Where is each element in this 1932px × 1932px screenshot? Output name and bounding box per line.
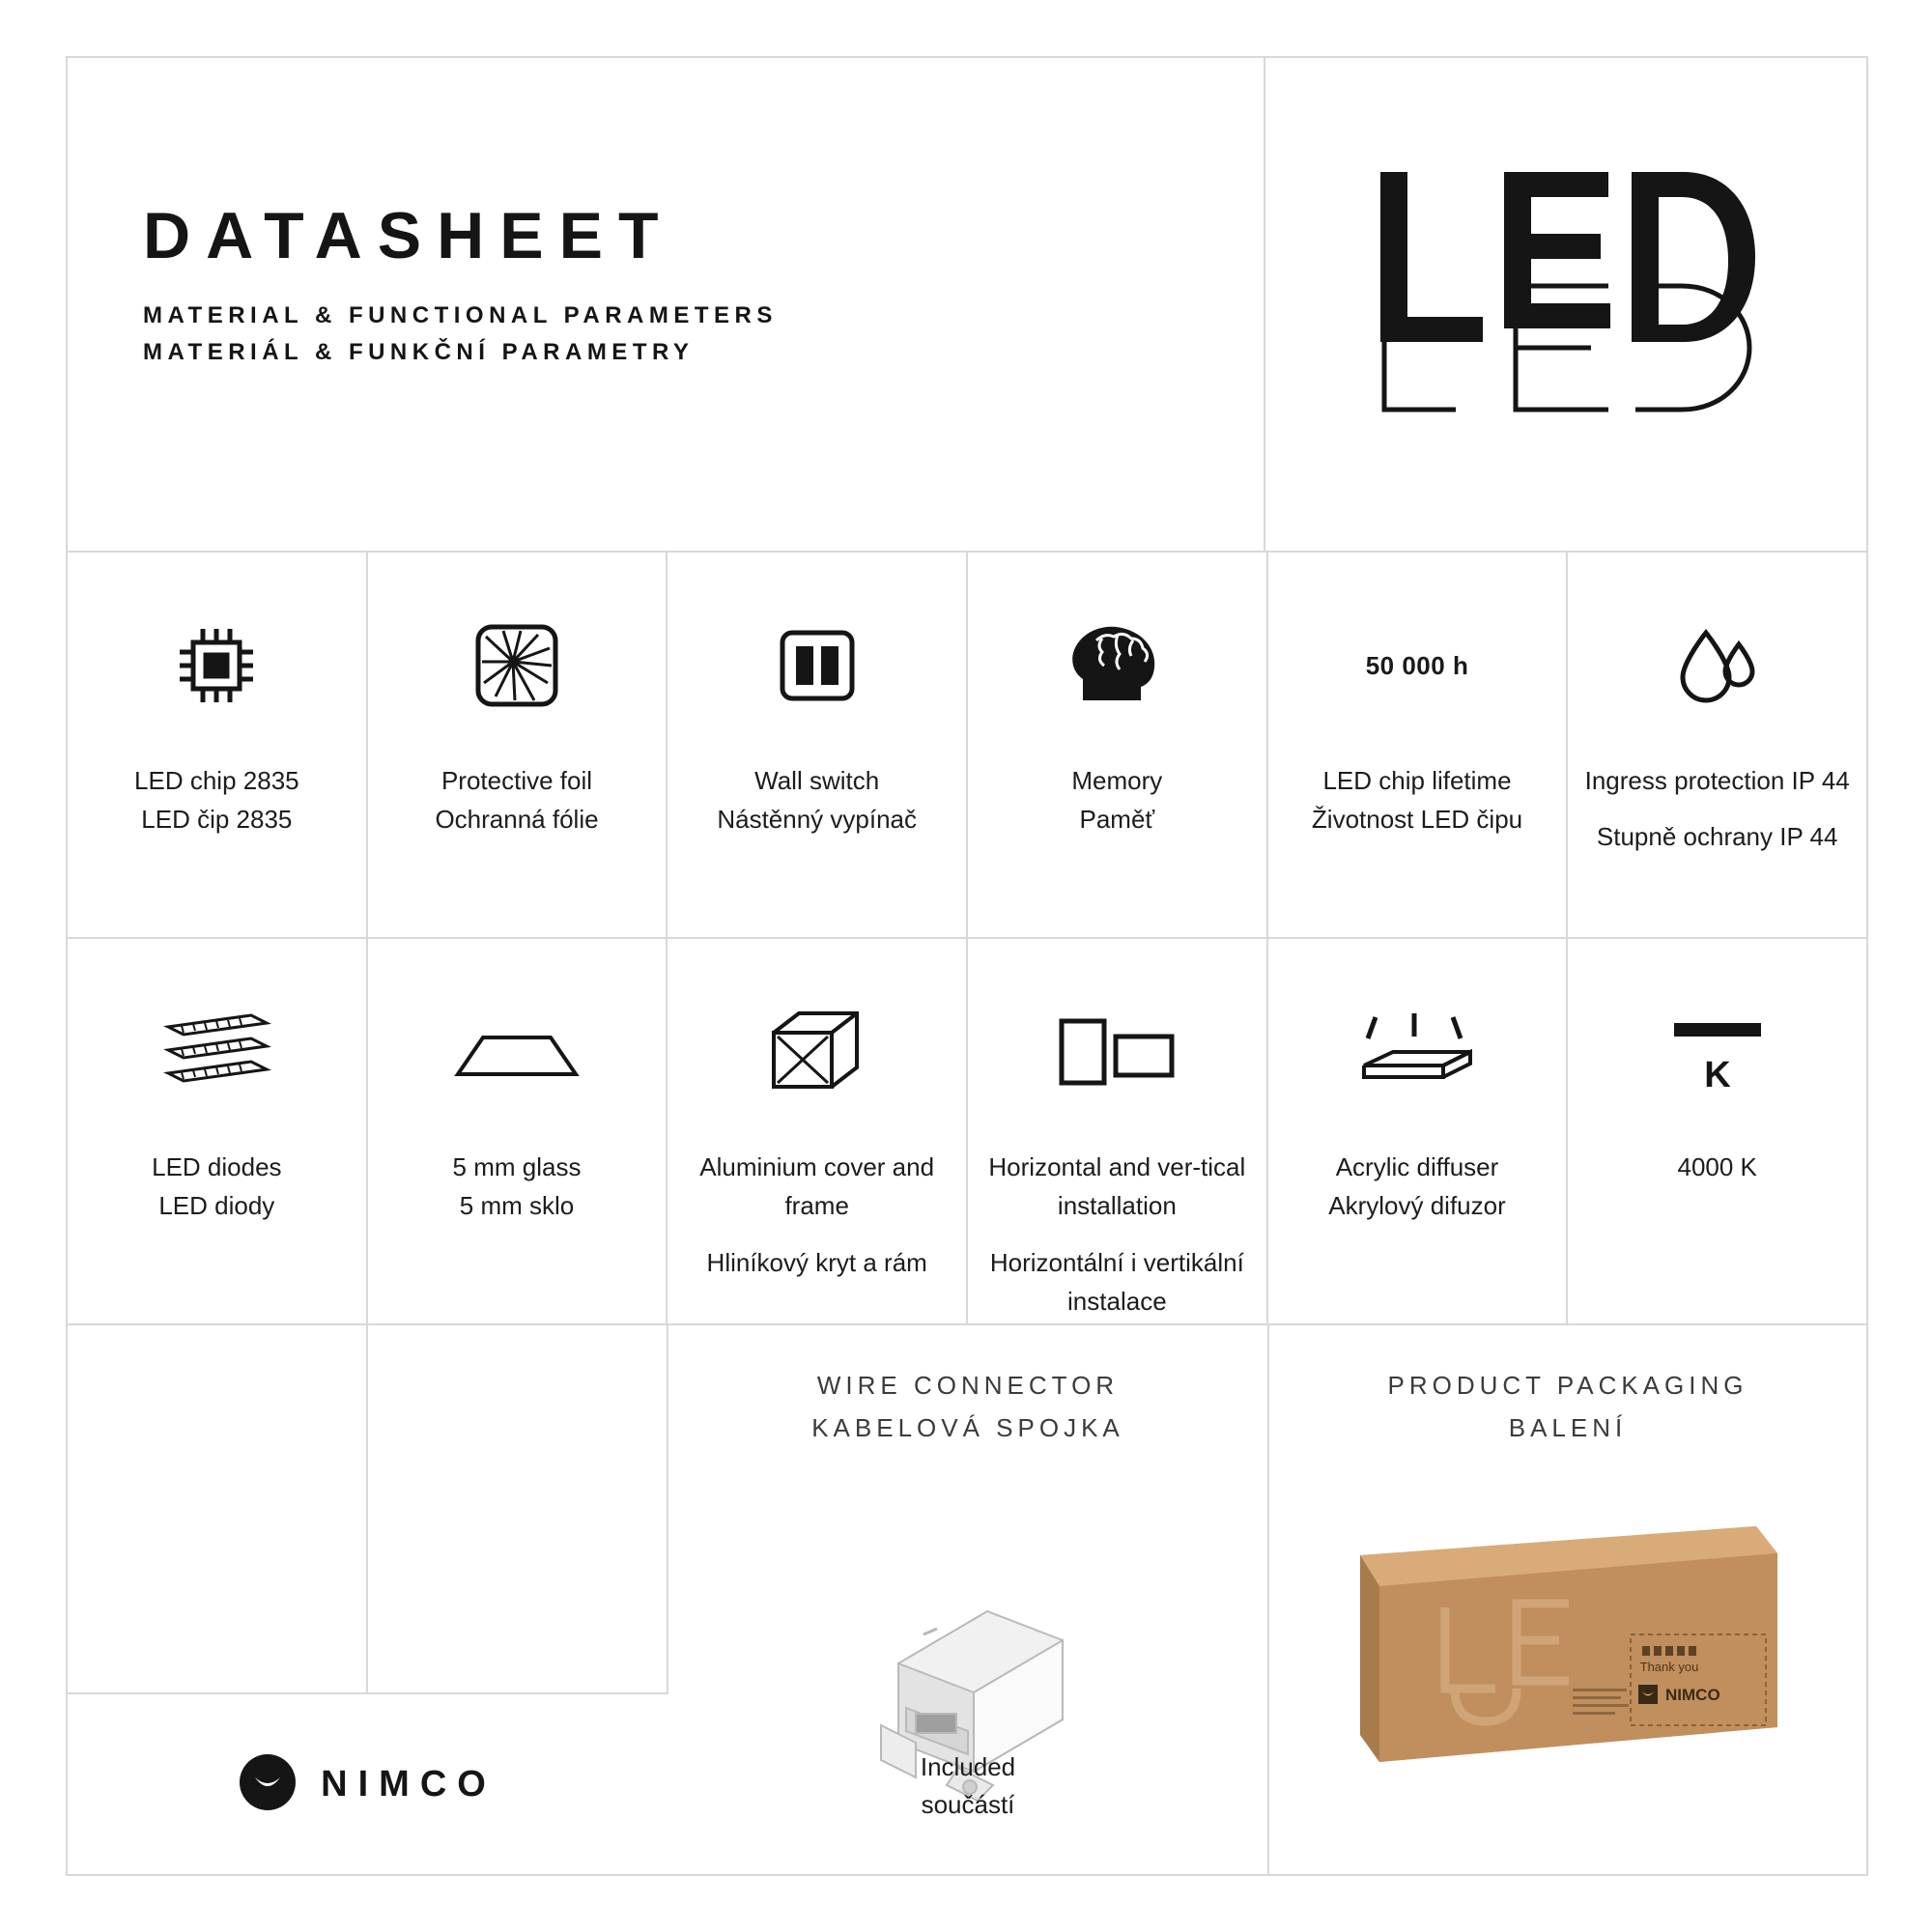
color-temperature-icon bbox=[1664, 989, 1771, 1115]
packaging-heading bbox=[1269, 1325, 1866, 1449]
datasheet-page bbox=[66, 56, 1868, 1876]
label-spacer bbox=[1585, 800, 1850, 817]
feature-labels bbox=[435, 761, 598, 839]
feature-label-en: Horizontal and ver-tical installation bbox=[988, 1152, 1246, 1221]
wire-heading-en: WIRE CONNECTOR bbox=[816, 1371, 1120, 1400]
page-title: DATASHEET bbox=[143, 199, 674, 272]
feature-labels bbox=[1677, 1148, 1756, 1186]
feature-installation-orientation bbox=[968, 939, 1268, 1323]
header-title-block bbox=[68, 58, 1265, 551]
features-row-1 bbox=[68, 553, 1866, 939]
feature-label-en: Acrylic diffuser bbox=[1335, 1152, 1499, 1181]
feature-memory bbox=[968, 553, 1268, 937]
glass-profile-icon bbox=[454, 989, 580, 1115]
packaging-heading-cs: BALENÍ bbox=[1508, 1413, 1628, 1443]
feature-label-en: Protective foil bbox=[440, 766, 593, 795]
feature-label-en: 5 mm glass bbox=[452, 1152, 582, 1181]
feature-label-cs: Stupně ochrany IP 44 bbox=[1596, 822, 1838, 852]
wire-caption-cs: součástí bbox=[921, 1790, 1015, 1819]
memory-head-icon bbox=[1064, 603, 1170, 728]
feature-labels bbox=[981, 1148, 1253, 1321]
packaging-heading-en: PRODUCT PACKAGING bbox=[1387, 1371, 1748, 1400]
label-spacer bbox=[981, 1226, 1253, 1243]
lifetime-value: 50 000 h bbox=[1365, 650, 1469, 680]
wire-connector-heading bbox=[668, 1325, 1267, 1449]
feature-labels bbox=[1585, 761, 1850, 857]
wire-caption-en: Included bbox=[920, 1752, 1016, 1781]
nimco-logo-icon bbox=[240, 1754, 296, 1815]
feature-labels bbox=[717, 761, 917, 839]
protective-foil-icon bbox=[470, 603, 563, 728]
kelvin-glyph: K bbox=[1703, 1055, 1731, 1095]
packaging-thank-you: Thank you bbox=[1639, 1660, 1699, 1674]
feature-aluminium-frame bbox=[668, 939, 968, 1323]
feature-label-en: Memory bbox=[1071, 766, 1163, 795]
feature-label-cs: Ochranná fólie bbox=[435, 805, 599, 835]
feature-glass bbox=[368, 939, 668, 1323]
page-subtitle bbox=[143, 298, 1264, 372]
feature-label-cs: Životnost LED čipu bbox=[1311, 805, 1523, 835]
feature-label-en: 4000 K bbox=[1677, 1152, 1757, 1181]
led-chip-icon bbox=[170, 603, 263, 728]
brand-name: NIMCO bbox=[321, 1763, 497, 1804]
features-row-2 bbox=[68, 939, 1866, 1325]
feature-label-cs: 5 mm sklo bbox=[459, 1191, 575, 1221]
feature-labels bbox=[1312, 761, 1522, 839]
feature-label-en: LED diodes bbox=[152, 1152, 282, 1181]
header bbox=[68, 58, 1866, 553]
label-spacer bbox=[681, 1226, 952, 1243]
feature-label-en: Wall switch bbox=[754, 766, 880, 795]
feature-labels bbox=[681, 1148, 952, 1282]
feature-label-cs: Paměť bbox=[1079, 805, 1155, 835]
subtitle-cs: MATERIÁL & FUNKČNÍ PARAMETRY bbox=[143, 339, 695, 366]
feature-ingress-protection bbox=[1568, 553, 1866, 937]
lifetime-text-icon bbox=[1366, 603, 1469, 728]
feature-label-cs: Akrylový difuzor bbox=[1328, 1191, 1506, 1221]
led-diodes-strip-icon bbox=[158, 989, 274, 1115]
led-logo bbox=[1373, 164, 1759, 444]
feature-color-temperature bbox=[1568, 939, 1866, 1323]
feature-led-chip bbox=[68, 553, 368, 937]
aluminium-frame-icon bbox=[764, 989, 870, 1115]
feature-label-cs: Hliníkový kryt a rám bbox=[706, 1247, 927, 1277]
feature-label-cs: LED diody bbox=[158, 1191, 275, 1221]
acrylic-diffuser-icon bbox=[1354, 989, 1480, 1115]
product-packaging-cell bbox=[1269, 1325, 1866, 1874]
bottom-row bbox=[68, 1325, 1866, 1874]
brand-strip bbox=[68, 1692, 668, 1874]
wire-heading-cs: KABELOVÁ SPOJKA bbox=[811, 1413, 1124, 1443]
feature-label-en: Aluminium cover and frame bbox=[699, 1152, 935, 1221]
feature-labels bbox=[152, 1148, 281, 1226]
header-logo-block bbox=[1265, 58, 1866, 551]
subtitle-en: MATERIAL & FUNCTIONAL PARAMETERS bbox=[143, 302, 778, 328]
feature-label-cs: Nástěnný vypínač bbox=[717, 805, 918, 835]
packaging-brand: NIMCO bbox=[1665, 1686, 1720, 1704]
feature-labels bbox=[134, 761, 299, 839]
packaging-photo bbox=[1341, 1499, 1795, 1794]
feature-protective-foil bbox=[368, 553, 668, 937]
feature-label-cs: Horizontální i vertikální instalace bbox=[989, 1247, 1244, 1316]
wire-connector-cell bbox=[668, 1325, 1269, 1874]
feature-acrylic-diffuser bbox=[1268, 939, 1569, 1323]
orientation-icon bbox=[1054, 989, 1179, 1115]
feature-label-cs: LED čip 2835 bbox=[141, 805, 293, 835]
feature-labels bbox=[1328, 1148, 1506, 1226]
feature-label-en: LED chip lifetime bbox=[1322, 766, 1512, 795]
feature-led-diodes bbox=[68, 939, 368, 1323]
feature-wall-switch bbox=[668, 553, 968, 937]
wall-switch-icon bbox=[771, 603, 864, 728]
feature-label-en: Ingress protection IP 44 bbox=[1584, 766, 1850, 795]
water-drop-icon bbox=[1669, 603, 1766, 728]
feature-led-lifetime bbox=[1268, 553, 1569, 937]
feature-labels bbox=[453, 1148, 582, 1226]
wire-connector-caption bbox=[668, 1748, 1267, 1824]
feature-label-en: LED chip 2835 bbox=[134, 766, 299, 795]
feature-labels bbox=[1071, 761, 1162, 839]
